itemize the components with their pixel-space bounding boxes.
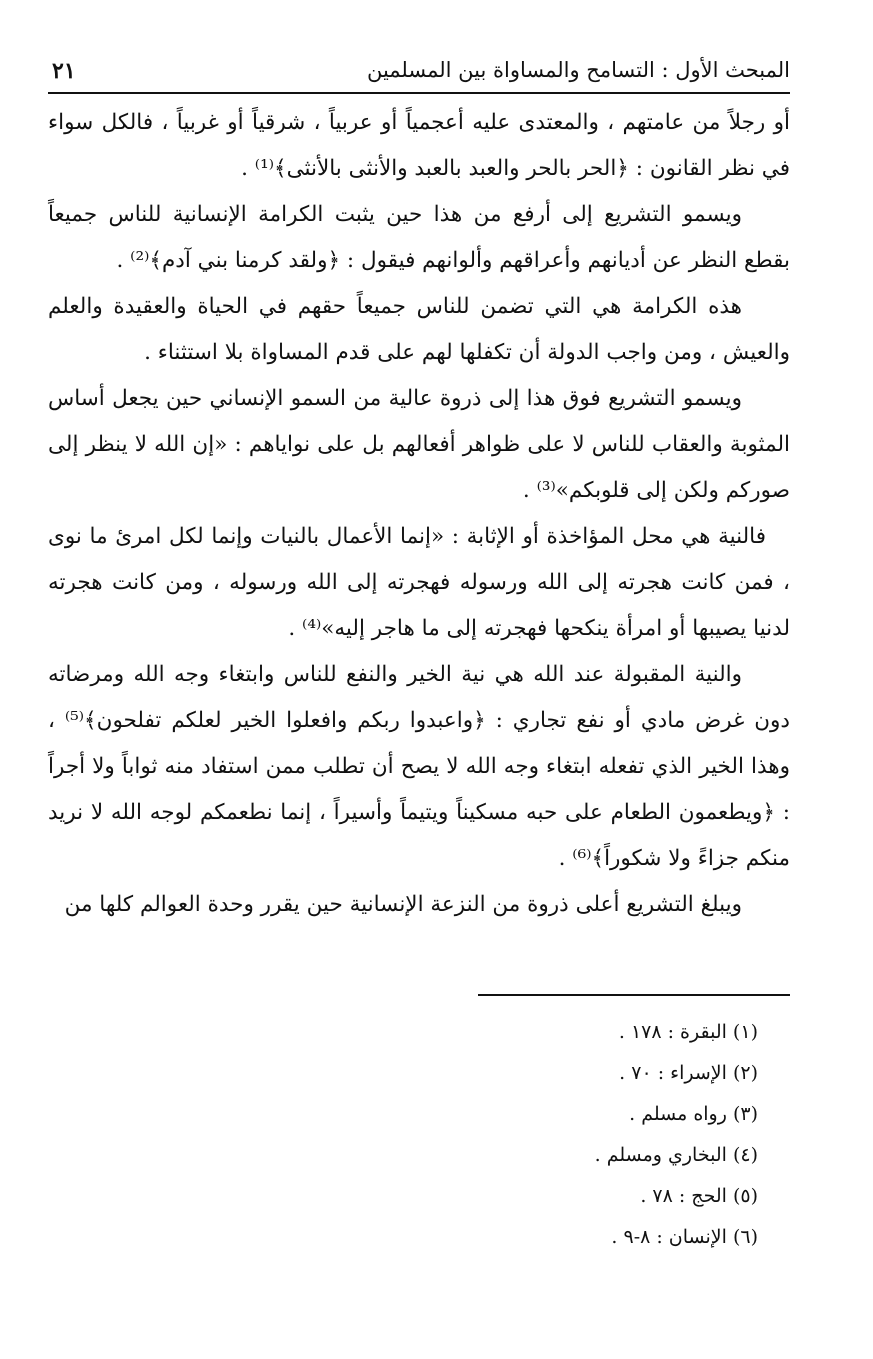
body-text xyxy=(48,100,790,928)
paragraph: فالنية هي محل المؤاخذة أو الإثابة : «إنما الأعمال بالنيات وإنما لكل امرئ ما نوى ، فمن كانت هجرته إلى الله ورسوله فهجرته إلى الله ورسوله ، ومن كانت هجرته لدنيا يصيبها أو امرأة ينكحها فهجرته إلى ما هاجر إليه»⁽⁴⁾ . xyxy=(48,524,790,641)
footnote: (٣) رواه مسلم . xyxy=(629,1103,758,1125)
paragraph: هذه الكرامة هي التي تضمن للناس جميعاً حقهم في الحياة والعقيدة والعلم والعيش ، ومن واجب الدولة أن تكفلها لهم على قدم المساواة بلا استثناء . xyxy=(48,294,790,365)
running-title: المبحث الأول : التسامح والمساواة بين المسلمين xyxy=(366,58,790,82)
footnote: (٤) البخاري ومسلم . xyxy=(594,1144,758,1166)
paragraph: أو رجلاً من عامتهم ، والمعتدى عليه أعجمياً أو عربياً ، شرقياً أو غربياً ، فالكل سواء في نظر القانون : ﴿الحر بالحر والعبد بالعبد والأنثى بالأنثى﴾⁽¹⁾ . xyxy=(48,110,790,181)
footnote: (١) البقرة : ١٧٨ . xyxy=(618,1021,758,1043)
page-header xyxy=(48,52,790,94)
footnote: (٢) الإسراء : ٧٠ . xyxy=(619,1062,758,1084)
footnote: (٦) الإنسان : ٨-٩ . xyxy=(611,1226,758,1248)
page-number: ٢١ xyxy=(52,58,76,84)
footnote: (٥) الحج : ٧٨ . xyxy=(640,1185,758,1207)
paragraph: والنية المقبولة عند الله هي نية الخير والنفع للناس وابتغاء وجه الله ومرضاته دون غرض مادي أو نفع تجاري : ﴿واعبدوا ربكم وافعلوا الخير لعلكم تفلحون﴾⁽⁵⁾ ، وهذا الخير الذي تفعله ابتغاء وجه الله لا يصح أن تطلب ممن استفاد منه ثواباً ولا أجراً : ﴿ويطعمون الطعام على حبه مسكيناً ويتيماً وأسيراً ، إنما نطعمكم لوجه الله لا نريد منكم جزاءً ولا شكوراً﴾⁽⁶⁾ . xyxy=(48,662,790,871)
paragraph: ويسمو التشريع إلى أرفع من هذا حين يثبت الكرامة الإنسانية للناس جميعاً بقطع النظر عن أديانهم وأعراقهم وألوانهم فيقول : ﴿ولقد كرمنا بني آدم﴾⁽²⁾ . xyxy=(48,202,790,273)
footnotes-list xyxy=(398,1012,758,1258)
footnote-separator xyxy=(478,994,790,996)
paragraph: ويسمو التشريع فوق هذا إلى ذروة عالية من السمو الإنساني حين يجعل أساس المثوبة والعقاب للناس لا على ظواهر أفعالهم بل على نواياهم : «إن الله لا ينظر إلى صوركم ولكن إلى قلوبكم»⁽³⁾ . xyxy=(48,386,790,503)
paragraph: ويبلغ التشريع أعلى ذروة من النزعة الإنسانية حين يقرر وحدة العوالم كلها من xyxy=(64,892,742,917)
